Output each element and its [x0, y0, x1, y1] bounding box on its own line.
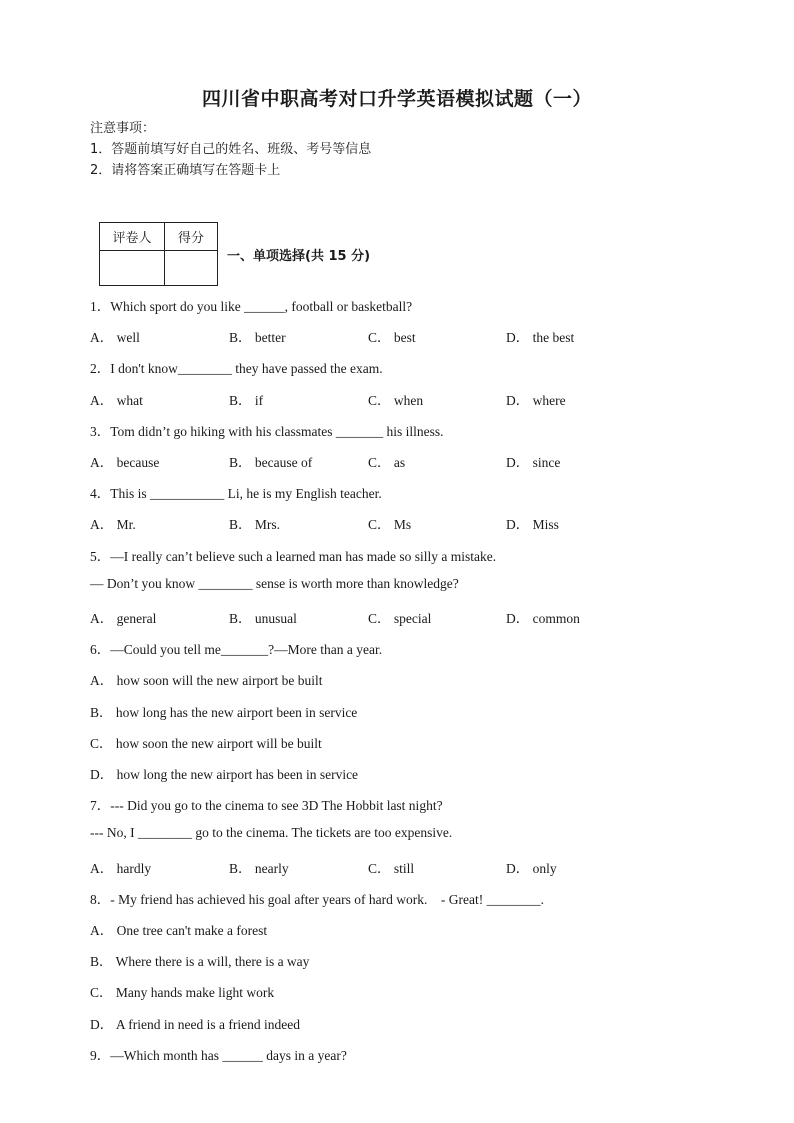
question-4-option-a: A． Mr. [90, 517, 136, 532]
score-table [99, 222, 218, 286]
question-7-option-a: A． hardly [90, 861, 152, 876]
notes-item-2: 2．请将答案正确填写在答题卡上 [90, 163, 281, 178]
question-1-option-d: D． the best [506, 330, 575, 345]
question-7-option-b: B． nearly [229, 861, 289, 876]
question-5-stem-2: — Don’t you know ________ sense is worth more than knowledge? [90, 576, 459, 591]
score-header: 得分 [165, 223, 218, 251]
question-4-option-b: B． Mrs. [229, 517, 281, 532]
score-cell [165, 251, 218, 286]
question-9-stem: 9．—Which month has ______ days in a year? [90, 1048, 347, 1063]
question-8-option-c: C． Many hands make light work [90, 985, 275, 1000]
question-6-option-c: C． how soon the new airport will be built [90, 736, 322, 751]
question-3-option-b: B． because of [229, 455, 313, 470]
page-title: 四川省中职高考对口升学英语模拟试题（一） [201, 88, 592, 110]
question-1-option-c: C． best [368, 330, 416, 345]
question-7-option-d: D． only [506, 861, 557, 876]
question-2-option-d: D． where [506, 393, 566, 408]
question-8-option-b: B． Where there is a will, there is a way [90, 954, 310, 969]
question-5-option-b: B． unusual [229, 611, 297, 626]
question-2-option-c: C． when [368, 393, 424, 408]
question-4-option-c: C． Ms [368, 517, 412, 532]
question-5-option-c: C． special [368, 611, 432, 626]
question-2-stem: 2．I don't know________ they have passed the exam. [90, 361, 383, 376]
question-3-stem: 3．Tom didn’t go hiking with his classmates _______ his illness. [90, 424, 444, 439]
question-6-stem: 6．—Could you tell me_______?—More than a year. [90, 642, 383, 657]
question-7-option-c: C． still [368, 861, 415, 876]
section-heading: 一、单项选择(共 15 分) [227, 249, 371, 264]
question-5-option-a: A． general [90, 611, 157, 626]
question-3-option-d: D． since [506, 455, 561, 470]
notes-item-1: 1．答题前填写好自己的姓名、班级、考号等信息 [90, 142, 372, 157]
question-4-stem: 4．This is ___________ Li, he is my English teacher. [90, 486, 382, 501]
question-8-option-a: A． One tree can't make a forest [90, 923, 268, 938]
reviewer-header: 评卷人 [100, 223, 165, 251]
question-2-option-b: B． if [229, 393, 264, 408]
question-1-stem: 1．Which sport do you like ______, football or basketball? [90, 299, 413, 314]
question-6-option-d: D． how long the new airport has been in service [90, 767, 359, 782]
question-8-option-d: D． A friend in need is a friend indeed [90, 1017, 300, 1032]
question-2-option-a: A． what [90, 393, 143, 408]
question-5-option-d: D． common [506, 611, 580, 626]
question-7-stem: 7．--- Did you go to the cinema to see 3D The Hobbit last night? [90, 798, 443, 813]
question-4-option-d: D． Miss [506, 517, 559, 532]
notes-block [90, 118, 371, 181]
question-6-option-b: B． how long has the new airport been in service [90, 705, 358, 720]
question-3-option-a: A． because [90, 455, 160, 470]
question-5-stem: 5．—I really can’t believe such a learned man has made so silly a mistake. [90, 549, 497, 564]
question-1-option-b: B． better [229, 330, 286, 345]
question-7-stem-2: --- No, I ________ go to the cinema. The tickets are too expensive. [90, 825, 453, 840]
question-3-option-c: C． as [368, 455, 406, 470]
question-6-option-a: A． how soon will the new airport be built [90, 673, 323, 688]
reviewer-cell [100, 251, 165, 286]
question-8-stem: 8．- My friend has achieved his goal after years of hard work. - Great! ________. [90, 892, 544, 907]
notes-heading: 注意事项： [90, 121, 156, 136]
question-1-option-a: A． well [90, 330, 140, 345]
